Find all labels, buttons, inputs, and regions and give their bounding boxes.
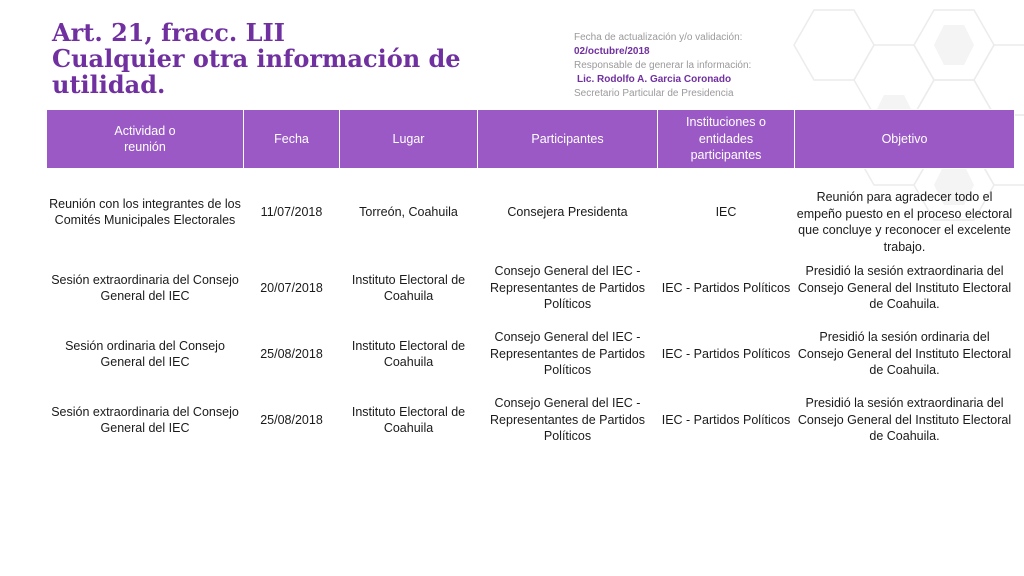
table-row <box>47 169 1015 256</box>
title-line-2: Cualquier otra información de <box>52 44 461 73</box>
cell-instituciones: IEC - Partidos Políticos <box>661 346 791 361</box>
cell-instituciones: IEC <box>715 204 737 219</box>
title-line-1: Art. 21, fracc. LII <box>52 18 285 47</box>
cell-lugar: Instituto Electoral de Coahuila <box>351 404 466 435</box>
cell-lugar: Torreón, Coahuila <box>359 204 458 219</box>
cell-fecha: 20/07/2018 <box>260 280 323 295</box>
cell-participantes: Consejera Presidenta <box>507 204 628 219</box>
header-instituciones: Instituciones o entidades participantes <box>658 110 795 169</box>
cell-participantes: Consejo General del IEC - Representantes de Partidos Políticos <box>490 330 645 378</box>
table-header-row <box>47 110 1015 169</box>
cell-participantes: Consejo General del IEC - Representantes de Partidos Políticos <box>490 396 645 444</box>
cell-fecha: 11/07/2018 <box>260 204 323 219</box>
cell-lugar: Instituto Electoral de Coahuila <box>351 338 466 369</box>
header-lugar: Lugar <box>340 110 478 169</box>
activities-table <box>46 109 1015 453</box>
responsible-label: Responsable de generar la información: <box>574 60 752 71</box>
cell-objetivo: Reunión para agradecer todo el empeño puesto en el proceso electoral que concluye y reconocer el excelente trabajo. <box>796 190 1013 254</box>
responsible-name: Lic. Rodolfo A. Garcia Coronado <box>577 74 732 85</box>
update-date-value: 02/octubre/2018 <box>574 46 650 57</box>
cell-fecha: 25/08/2018 <box>260 412 323 427</box>
table-row <box>47 387 1015 453</box>
cell-actividad: Reunión con los integrantes de los Comités Municipales Electorales <box>49 196 241 227</box>
cell-actividad: Sesión extraordinaria del Consejo General del IEC <box>51 404 239 435</box>
page-title <box>52 20 472 98</box>
responsible-role: Secretario Particular de Presidencia <box>574 88 734 99</box>
cell-objetivo: Presidió la sesión extraordinaria del Consejo General del Instituto Electoral de Coahuila. <box>797 396 1012 444</box>
header-participantes: Participantes <box>478 110 658 169</box>
cell-participantes: Consejo General del IEC - Representantes de Partidos Políticos <box>490 264 645 312</box>
cell-actividad: Sesión extraordinaria del Consejo General del IEC <box>51 272 239 303</box>
cell-instituciones: IEC - Partidos Políticos <box>661 412 791 427</box>
header-objetivo: Objetivo <box>795 110 1015 169</box>
cell-fecha: 25/08/2018 <box>260 346 323 361</box>
title-line-3: utilidad. <box>52 70 166 99</box>
update-date-label: Fecha de actualización y/o validación: <box>574 32 743 43</box>
table-row <box>47 255 1015 321</box>
document-metadata <box>574 31 751 101</box>
cell-lugar: Instituto Electoral de Coahuila <box>351 272 466 303</box>
header-actividad: Actividad o reunión <box>47 110 244 169</box>
cell-actividad: Sesión ordinaria del Consejo General del IEC <box>65 338 225 369</box>
cell-objetivo: Presidió la sesión extraordinaria del Consejo General del Instituto Electoral de Coahuila. <box>797 264 1012 312</box>
cell-objetivo: Presidió la sesión ordinaria del Consejo General del Instituto Electoral de Coahuila. <box>797 330 1012 378</box>
header-fecha: Fecha <box>244 110 340 169</box>
cell-instituciones: IEC - Partidos Políticos <box>661 280 791 295</box>
table-row <box>47 321 1015 387</box>
